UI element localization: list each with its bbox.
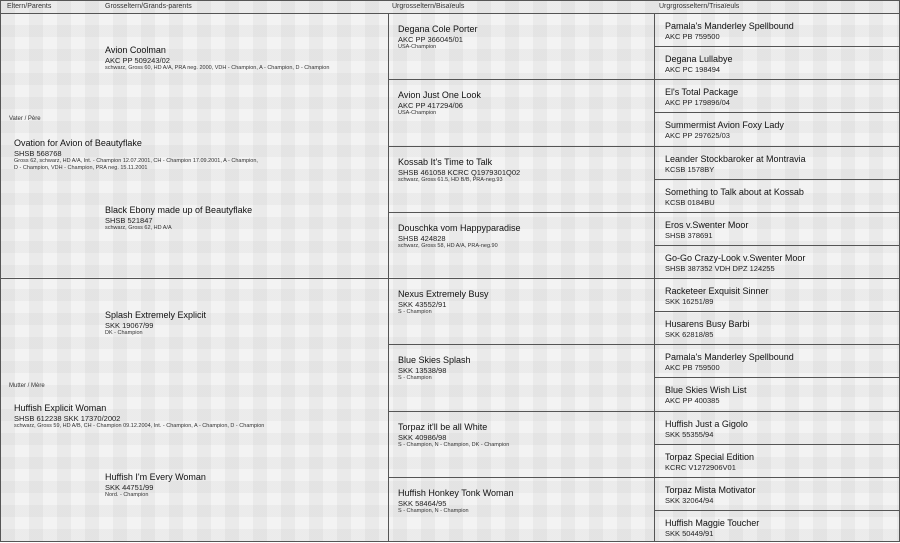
great-great-grandparent-text — [665, 54, 733, 74]
great-great-grandparent-entry — [655, 444, 900, 477]
great-grandparent-name: Avion Just One Look — [398, 90, 481, 101]
great-great-grandparent-entry — [655, 112, 900, 145]
great-great-grandparent-reg: SKK 32064/94 — [665, 495, 714, 505]
great-great-grandparent-reg: SKK 55355/94 — [665, 429, 714, 439]
great-great-grandparent-reg: SHSB 387352 VDH DPZ 124255 — [665, 263, 775, 273]
grandparent-reg: SHSB 521847 — [105, 216, 153, 225]
great-great-grandparent-entry — [655, 212, 900, 245]
great-grandparent-info: schwarz, Gross 61.5, HD B/B, PRA-neg.93 — [398, 176, 503, 183]
great-great-grandparent-text — [665, 154, 806, 174]
great-grandparent-name: Blue Skies Splash — [398, 355, 471, 366]
dam-section — [1, 278, 388, 543]
great-great-grandparent-name: Huffish Just a Gigolo — [665, 418, 748, 429]
great-great-grandparent-entry — [655, 13, 900, 46]
great-grandparent-entry — [389, 13, 655, 79]
header-parents: Eltern/Parents — [7, 3, 52, 10]
great-grandparent-name: Kossab It's Time to Talk — [398, 156, 493, 167]
great-great-grandparent-reg: KCSB 1578BY — [665, 164, 715, 174]
great-great-grandparent-text — [665, 253, 805, 273]
great-grandparent-info: S - Champion, N - Champion — [398, 507, 469, 514]
grandparent-name: Huffish I'm Every Woman — [105, 472, 206, 482]
great-grandparent-text — [398, 488, 514, 515]
great-great-grandparent-reg: SKK 16251/89 — [665, 297, 714, 306]
grandparent-info: Nord. - Champion — [105, 492, 149, 498]
grandparent-info: schwarz, Gross 60, HD A/A, PRA neg. 2000, VDH - Champion, A - Champion, D - Champion — [105, 65, 330, 71]
great-great-grandparent-reg: AKC PB 759500 — [665, 32, 720, 41]
great-great-grandparent-reg: AKC PC 198494 — [665, 65, 721, 75]
great-grandparent-entry — [389, 411, 655, 477]
great-great-grandparent-reg: KCSB 0184BU — [665, 197, 715, 207]
column-great-great-grandparents — [654, 13, 900, 541]
column-parents-grandparents — [1, 13, 388, 541]
great-great-grandparent-text — [665, 87, 738, 107]
great-grandparent-reg: SKK 13538/98 — [398, 366, 447, 376]
great-grandparent-text — [398, 24, 478, 51]
great-great-grandparent-name: Torpaz Mista Motivator — [665, 484, 756, 495]
great-great-grandparent-name: Summermist Avion Foxy Lady — [665, 120, 784, 131]
grandparent-entry — [105, 310, 206, 337]
great-great-grandparent-name: El's Total Package — [665, 87, 739, 98]
great-great-grandparent-name: Torpaz Special Edition — [665, 451, 755, 462]
grandparent-entry — [105, 205, 252, 232]
dam-label: Mutter / Mère — [9, 383, 45, 389]
sire-entry — [14, 138, 258, 172]
great-great-grandparent-name: Go-Go Crazy-Look v.Swenter Moor — [665, 252, 806, 263]
great-great-grandparent-name: Pamala's Manderley Spellbound — [665, 352, 794, 363]
dam-entry — [14, 403, 264, 430]
great-great-grandparent-name: Leander Stockbaroker at Montravia — [665, 153, 806, 164]
dam-reg: SHSB 612238 SKK 17370/2002 — [14, 414, 121, 423]
great-great-grandparent-entry — [655, 179, 900, 212]
great-great-grandparent-entry — [655, 245, 900, 278]
great-great-grandparent-text — [665, 352, 794, 372]
great-great-grandparent-reg: SHSB 378691 — [665, 230, 713, 240]
great-grandparent-name: Torpaz it'll be all White — [398, 421, 488, 432]
dam-name: Huffish Explicit Woman — [14, 403, 107, 413]
great-grandparent-reg: AKC PP 366045/01 — [398, 35, 463, 44]
great-great-grandparent-text — [665, 319, 750, 339]
great-grandparent-entry — [389, 278, 655, 344]
great-great-grandparent-reg: SKK 62818/85 — [665, 330, 714, 340]
great-great-grandparent-reg: AKC PP 297625/03 — [665, 131, 730, 141]
great-grandparent-text — [398, 355, 471, 382]
sire-info: Gross 62, schwarz, HD A/A, Int. - Champion 12.07.2001, CH - Champion 17.09.2001, A - Champion, — [14, 158, 258, 164]
grandparent-info: DK - Champion — [105, 330, 143, 336]
great-great-grandparent-text — [665, 120, 784, 140]
great-great-grandparent-name: Blue Skies Wish List — [665, 385, 747, 396]
great-great-grandparent-reg: AKC PP 179896/04 — [665, 98, 730, 108]
great-great-grandparent-entry — [655, 411, 900, 444]
great-great-grandparent-text — [665, 518, 759, 538]
great-grandparent-reg: SHSB 461058 KCRC Q1979301Q02 — [398, 167, 521, 177]
great-great-grandparent-entry — [655, 46, 900, 79]
dam-info: schwarz, Gross 59, HD A/B, CH - Champion 09.12.2004, Int. - Champion, A - Champion, D - Champion — [14, 423, 265, 429]
sire-reg: SHSB 568768 — [14, 149, 62, 158]
great-great-grandparent-name: Huffish Maggie Toucher — [665, 517, 760, 528]
great-grandparent-reg: AKC PP 417294/06 — [398, 101, 463, 111]
great-great-grandparent-text — [665, 419, 748, 439]
great-grandparent-info: USA-Champion — [398, 110, 437, 117]
great-great-grandparent-reg: SKK 50449/91 — [665, 528, 714, 538]
great-grandparent-name: Douschka vom Happyparadise — [398, 222, 521, 233]
grandparent-name: Splash Extremely Explicit — [105, 310, 207, 320]
great-great-grandparent-entry — [655, 510, 900, 543]
sire-section — [1, 13, 388, 278]
sire-name: Ovation for Avion of Beautyflake — [14, 138, 142, 148]
grandparent-entry — [105, 472, 206, 499]
grandparent-name: Black Ebony made up of Beautyflake — [105, 205, 253, 215]
grandparent-name: Avion Coolman — [105, 45, 166, 55]
great-great-grandparent-entry — [655, 344, 900, 377]
great-great-grandparent-text — [665, 385, 747, 405]
great-great-grandparent-entry — [655, 477, 900, 510]
header-great-great-grandparents: Urgrgrosseltern/Trisaïeuls — [659, 3, 740, 10]
great-great-grandparent-entry — [655, 278, 900, 311]
great-great-grandparent-text — [665, 21, 794, 41]
great-great-grandparent-reg: AKC PB 759500 — [665, 363, 720, 373]
great-grandparent-text — [398, 90, 481, 117]
great-grandparent-text — [398, 223, 521, 250]
great-great-grandparent-text — [665, 485, 756, 505]
great-great-grandparent-name: Pamala's Manderley Spellbound — [665, 21, 794, 31]
great-grandparent-info: schwarz, Gross 58, HD A/A, PRA-neg.90 — [398, 242, 498, 249]
great-grandparent-reg: SKK 43552/91 — [398, 300, 447, 309]
great-grandparent-reg: SKK 58464/95 — [398, 498, 447, 508]
great-grandparent-entry — [389, 146, 655, 212]
great-great-grandparent-text — [665, 220, 748, 240]
great-grandparent-text — [398, 422, 509, 449]
grandparent-reg: SKK 19067/99 — [105, 321, 154, 330]
great-grandparent-entry — [389, 79, 655, 145]
sire-info-line2: D - Champion, VDH - Champion, PRA neg. 15.11.2001 — [14, 165, 148, 171]
great-grandparent-info: S - Champion — [398, 375, 432, 382]
great-great-grandparent-text — [665, 452, 754, 472]
grandparent-entry — [105, 45, 329, 72]
great-great-grandparent-text — [665, 286, 769, 306]
grandparent-reg: AKC PP 509243/02 — [105, 56, 170, 65]
great-great-grandparent-text — [665, 187, 804, 207]
great-grandparent-info: S - Champion — [398, 309, 432, 315]
great-great-grandparent-name: Husarens Busy Barbi — [665, 319, 750, 330]
great-grandparent-entry — [389, 344, 655, 410]
great-grandparent-name: Nexus Extremely Busy — [398, 289, 489, 299]
grandparent-reg: SKK 44751/99 — [105, 483, 154, 492]
great-great-grandparent-name: Something to Talk about at Kossab — [665, 186, 804, 197]
great-great-grandparent-name: Degana Lullabye — [665, 54, 733, 65]
header-great-grandparents: Urgrosseltern/Bisaïeuls — [392, 3, 465, 10]
great-grandparent-name: Degana Cole Porter — [398, 24, 478, 34]
great-great-grandparent-name: Racketeer Exquisit Sinner — [665, 286, 769, 296]
great-grandparent-text — [398, 157, 520, 184]
great-grandparent-text — [398, 289, 489, 316]
grandparent-info: schwarz, Gross 62, HD A/A — [105, 225, 172, 231]
great-grandparent-reg: SKK 40986/98 — [398, 432, 447, 442]
great-grandparent-info: USA-Champion — [398, 44, 437, 50]
great-grandparent-entry — [389, 477, 655, 543]
great-great-grandparent-entry — [655, 146, 900, 179]
header-grandparents: Grosseltern/Grands-parents — [105, 3, 192, 10]
great-great-grandparent-reg: KCRC V1272906V01 — [665, 462, 736, 472]
great-grandparent-reg: SHSB 424828 — [398, 233, 446, 243]
great-great-grandparent-name: Eros v.Swenter Moor — [665, 219, 749, 230]
column-great-grandparents — [388, 13, 655, 541]
great-grandparent-entry — [389, 212, 655, 278]
sire-label: Vater / Père — [9, 116, 41, 122]
great-grandparent-info: S - Champion, N - Champion, DK - Champion — [398, 441, 510, 448]
great-great-grandparent-entry — [655, 311, 900, 344]
great-great-grandparent-entry — [655, 79, 900, 112]
great-grandparent-name: Huffish Honkey Tonk Woman — [398, 487, 514, 498]
great-great-grandparent-entry — [655, 377, 900, 410]
great-great-grandparent-reg: AKC PP 400385 — [665, 396, 720, 406]
